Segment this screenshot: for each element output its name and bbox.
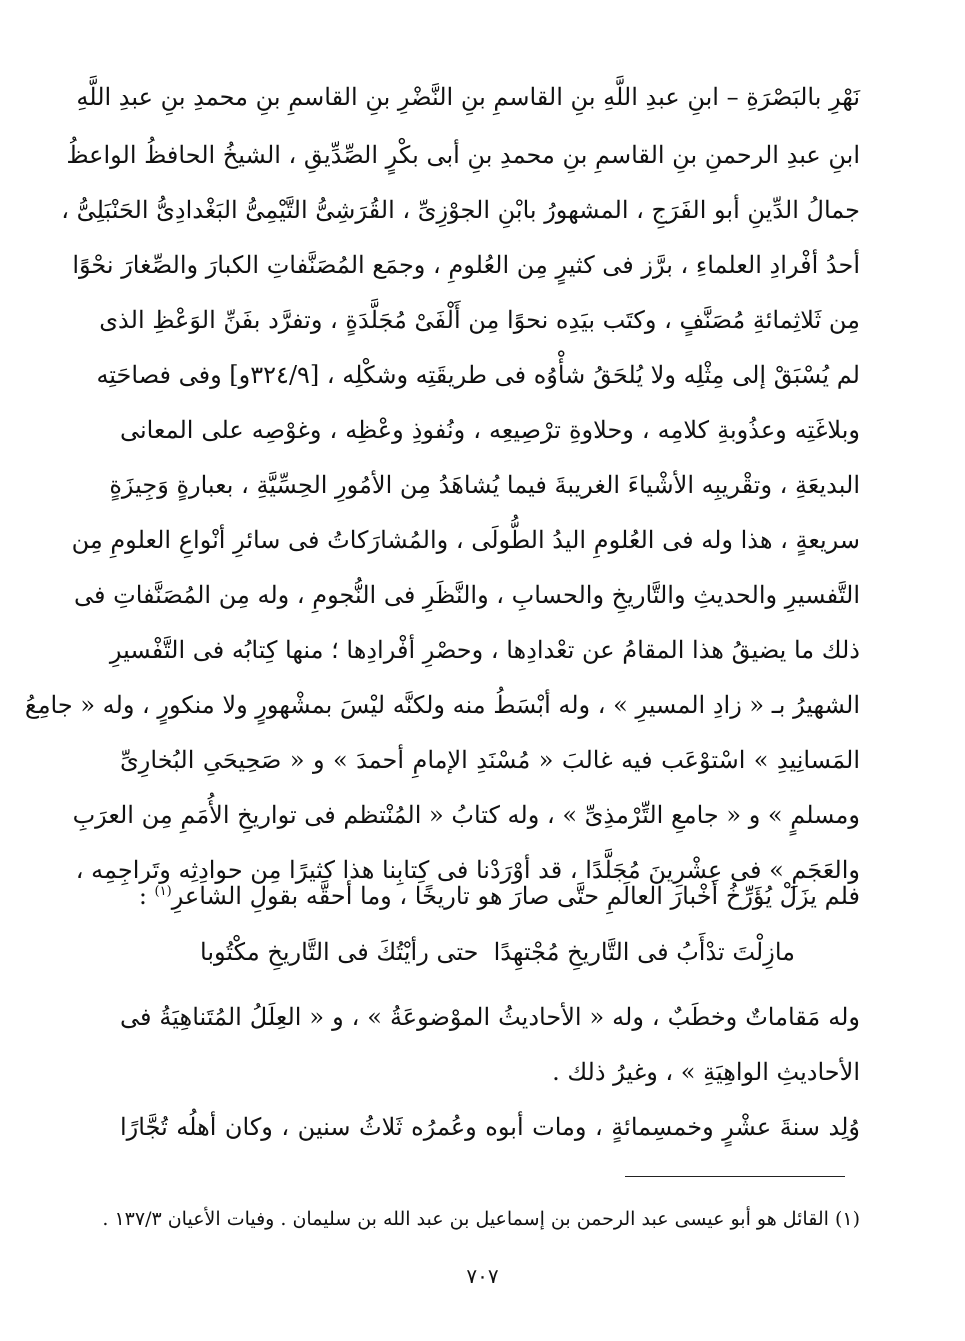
body-line-2: ابنِ عبدِ الرحمنِ بنِ القاسمِ بنِ محمدِ بنِ أبى بكْرٍ الصِّدِّيقِ ، الشيخُ الحافظُ الواعظُ	[66, 141, 860, 169]
body-line-1: نَهْرِ بالبَصْرَةِ – ابنِ عبدِ اللَّهِ بنِ القاسمِ بنِ النَّضْرِ بنِ القاسمِ بنِ محمدِ بنِ عبدِ اللَّهِ	[76, 83, 860, 111]
body-line-15: والعَجَمِ » فى عِشْرِينَ مُجَلَّدًا ، قد أوْرَدْنا فى كِتابِنا هذا كثيرًا مِن حوادِثِه وتَراجِمِه ،	[75, 856, 860, 884]
body-line-7: وبلاغَتِه وعذُوبةِ كلامِه ، وحلاوةِ ترْصِيعِه ، ونُفوذِ وعْظِه ، وغوْصِه على المعانى	[120, 416, 860, 444]
colon-mark: :	[138, 882, 155, 910]
body-line-14: ومسلمٍ » و « جامعِ التِّرْمذِىِّ » ، وله كتابُ « المُنْتظم فى تواريخِ الأُمَمِ مِن العرَبِ	[72, 801, 860, 829]
body-line-13: المَسانِيدِ » اسْتوْعَب فيه غالبَ « مُسْنَدِ الإمامِ أحمدَ » و « صَحِيحَىِ البُخارِىِّ	[120, 746, 860, 774]
body-line-6: لم يُسْبَقْ إلى مِثْلِه ولا يُلحَقُ شأْوُه فى طريقَتِه وشكْلِه ، [٣٢٤/٩و] وفى فصاحَتِه	[96, 361, 860, 389]
body-line-3: جمالُ الدِّينِ أبو الفَرَجِ ، المشهورُ بابْنِ الجوْزِىِّ ، القُرَشِىُّ التَّيْمِىُّ البَغْدادِىُّ الحَنْبَلِىُّ ،	[61, 196, 860, 224]
body-line-8: البديعَةِ ، وتقْريبِه الأشْياءَ الغريبةَ فيما يُشاهَدُ مِن الأمُورِ الحِسِّيَّةِ ، بعبارةٍ وَجِيزَةٍ	[109, 471, 860, 499]
body-line-10: التَّفسيرِ والحديثِ والتَّاريخِ والحسابِ ، والنَّظَرِ فى النُّجومِ ، وله مِن المُصَنَّفاتِ فى	[74, 581, 860, 609]
footnote-text: (١) القائل هو أبو عيسى عبد الرحمن بن إسماعيل بن عبد الله بن سليمان . وفيات الأعيان ١٣٧/٣ .	[102, 1208, 860, 1230]
body-line-5: مِن ثَلاثِمائةِ مُصَنَّفٍ ، وكتَب بيَدِه نحوًا مِن أَلْفَىْ مُجَلَّدَةٍ ، وتفرَّد بفَنِّ الوَعْظِ الذى	[99, 306, 860, 334]
body-line-4: أحدُ أفْرادِ العلماءِ ، برَّز فى كثيرٍ مِن العُلومِ ، وجمَع المُصَنَّفاتِ الكبارَ والصِّغارَ نحْوًا	[72, 251, 860, 279]
body-line-16	[120, 875, 860, 913]
footnote-divider	[625, 1176, 845, 1177]
footnote-reference: (١)	[154, 884, 172, 899]
body-line-11: ذلك ما يضيقُ هذا المقامُ عن تعْدادِها ، وحصْرِ أفْرادِها ؛ منها كِتابُه فى التَّفْسيرِ	[109, 636, 860, 664]
body-line-12: الشهيرُ بـ « زادِ المسيرِ » ، وله أبْسَطُ منه ولكنَّه ليْسَ بمشْهورٍ ولا منكورٍ ، وله « جامِعُ	[24, 691, 860, 719]
after-line-3: وُلِد سنةَ عشْرٍ وخمسِمائةٍ ، ومات أبوه وعُمرُه ثَلاثُ سنين ، وكان أهلُه تُجَّارًا	[120, 1113, 860, 1141]
page-number: ٧٠٧	[466, 1264, 499, 1288]
body-line-9: سريعةٍ ، هذا وله فى العُلومِ اليدُ الطُّولَى ، والمُشارَكاتُ فى سائرِ أنْواعِ العلومِ مِن	[71, 526, 860, 554]
verse-hemistich-right: مازِلْتَ تدْأَبُ فى التَّاريخِ مُجْتهِدًا	[493, 938, 795, 966]
after-line-1: وله مَقاماتٌ وخطَبٌ ، وله « الأحاديثُ الموْضوعَةُ » ، و « العِلَلُ المُتَناهِيَةُ فى	[120, 1003, 860, 1031]
verse-hemistich-left: حتى رأيْتُكَ فى التَّاريخِ مكْتُوبا	[200, 938, 479, 966]
after-line-2: الأحاديثِ الواهِيَةِ » ، وغيرُ ذلك .	[552, 1058, 860, 1086]
body-line-16-text: فلم يزَلْ يُؤَرِّخُ أخْبارَ العالَمِ حتَّى صارَ هو تاريخًا ، وما أحقَّه بقولِ الشاعرِ	[171, 882, 860, 910]
